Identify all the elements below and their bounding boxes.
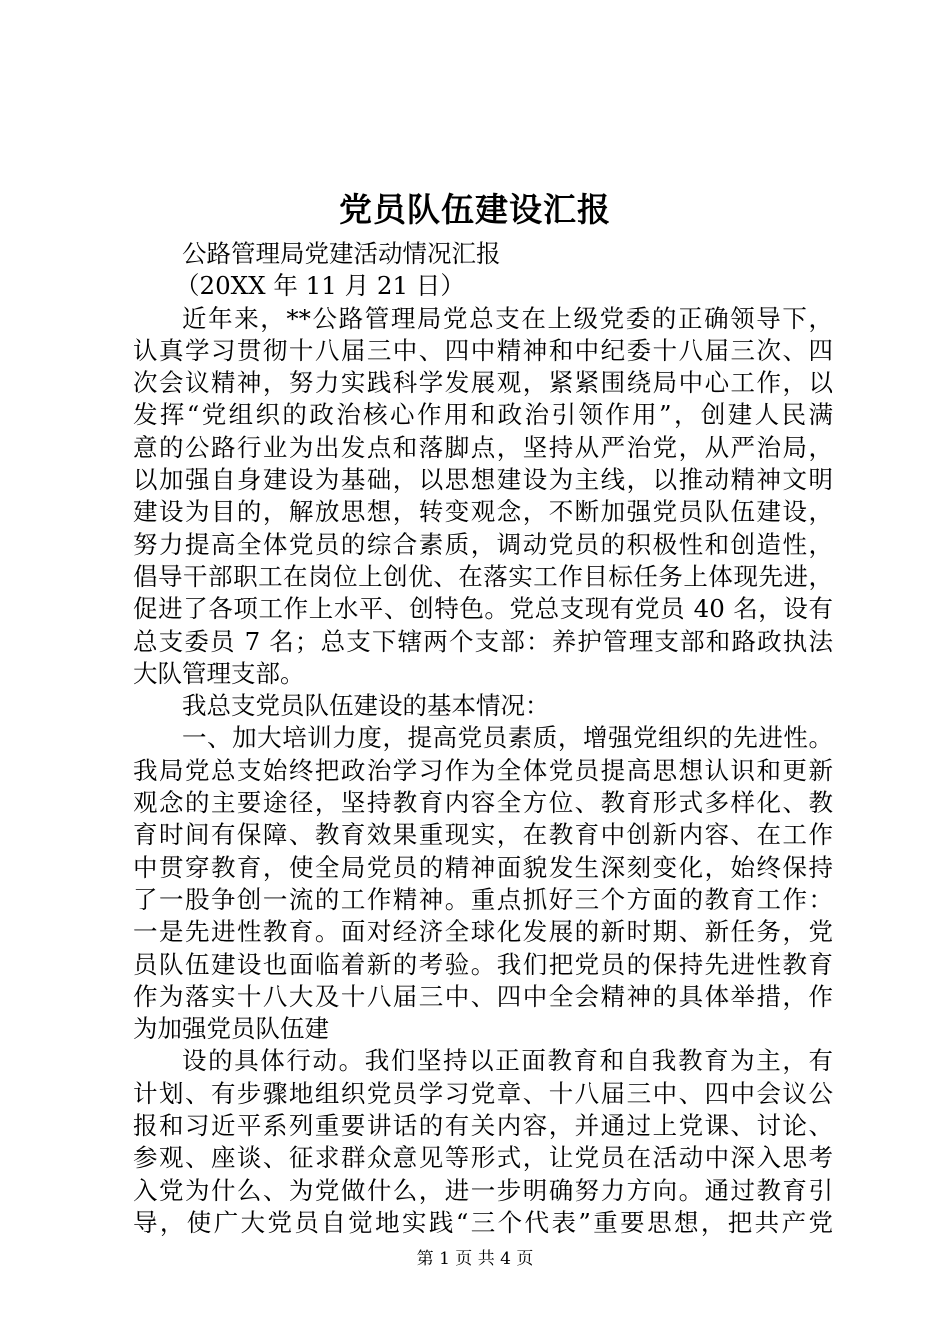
text-line: 入党为什么、为党做什么，进一步明确努力方向。通过教育引	[133, 1175, 833, 1205]
text-line: 近年来，**公路管理局党总支在上级党委的正确领导下，	[182, 303, 833, 333]
text-line: 我局党总支始终把政治学习作为全体党员提高思想认识和更新	[133, 755, 833, 785]
text-line: 大队管理支部。	[133, 658, 305, 688]
text-line: 发挥“党组织的政治核心作用和政治引领作用”，创建人民满	[133, 400, 833, 430]
text-line: 报和习近平系列重要讲话的有关内容，并通过上党课、讨论、	[133, 1111, 833, 1141]
text-line: 为加强党员队伍建	[133, 1014, 329, 1044]
text-line: 员队伍建设也面临着新的考验。我们把党员的保持先进性教育	[133, 949, 833, 979]
text-line: 以加强自身建设为基础，以思想建设为主线，以推动精神文明	[133, 465, 833, 495]
text-line: 了一股争创一流的工作精神。重点抓好三个方面的教育工作：	[133, 884, 833, 914]
document-body	[133, 238, 833, 1239]
text-line: 我总支党员队伍建设的基本情况：	[182, 691, 550, 721]
text-line: 观念的主要途径，坚持教育内容全方位、教育形式多样化、教	[133, 788, 833, 818]
text-line: 导，使广大党员自觉地实践“三个代表”重要思想，把共产党	[133, 1207, 833, 1237]
text-line: 促进了各项工作上水平、创特色。党总支现有党员 40 名，设有	[133, 594, 833, 624]
text-line: 倡导干部职工在岗位上创优、在落实工作目标任务上体现先进，	[133, 561, 833, 591]
text-line: 育时间有保障、教育效果重现实，在教育中创新内容、在工作	[133, 820, 833, 850]
text-line: 建设为目的，解放思想，转变观念，不断加强党员队伍建设，	[133, 497, 833, 527]
page-footer: 第 1 页 共 4 页	[416, 1249, 534, 1269]
text-line: 中贯穿教育，使全局党员的精神面貌发生深刻变化，始终保持	[133, 852, 833, 882]
text-line: （20XX 年 11 月 21 日）	[175, 271, 465, 301]
text-line: 一是先进性教育。面对经济全球化发展的新时期、新任务，党	[133, 917, 833, 947]
text-line: 设的具体行动。我们坚持以正面教育和自我教育为主，有	[182, 1046, 833, 1076]
text-line: 参观、座谈、征求群众意见等形式，让党员在活动中深入思考	[133, 1143, 833, 1173]
text-line: 作为落实十八大及十八届三中、四中全会精神的具体举措，作	[133, 981, 833, 1011]
text-line: 计划、有步骤地组织党员学习党章、十八届三中、四中会议公	[133, 1078, 833, 1108]
text-line: 公路管理局党建活动情况汇报	[182, 239, 501, 268]
document-title: 党员队伍建设汇报	[339, 190, 611, 229]
text-line: 意的公路行业为出发点和落脚点，坚持从严治党，从严治局，	[133, 432, 833, 462]
text-line: 次会议精神，努力实践科学发展观，紧紧围绕局中心工作，以	[133, 368, 833, 398]
text-line: 总支委员 7 名；总支下辖两个支部：养护管理支部和路政执法	[133, 626, 833, 656]
text-line: 努力提高全体党员的综合素质，调动党员的积极性和创造性，	[133, 529, 833, 559]
text-line: 一、加大培训力度，提高党员素质，增强党组织的先进性。	[182, 723, 833, 753]
text-line: 认真学习贯彻十八届三中、四中精神和中纪委十八届三次、四	[133, 335, 833, 365]
